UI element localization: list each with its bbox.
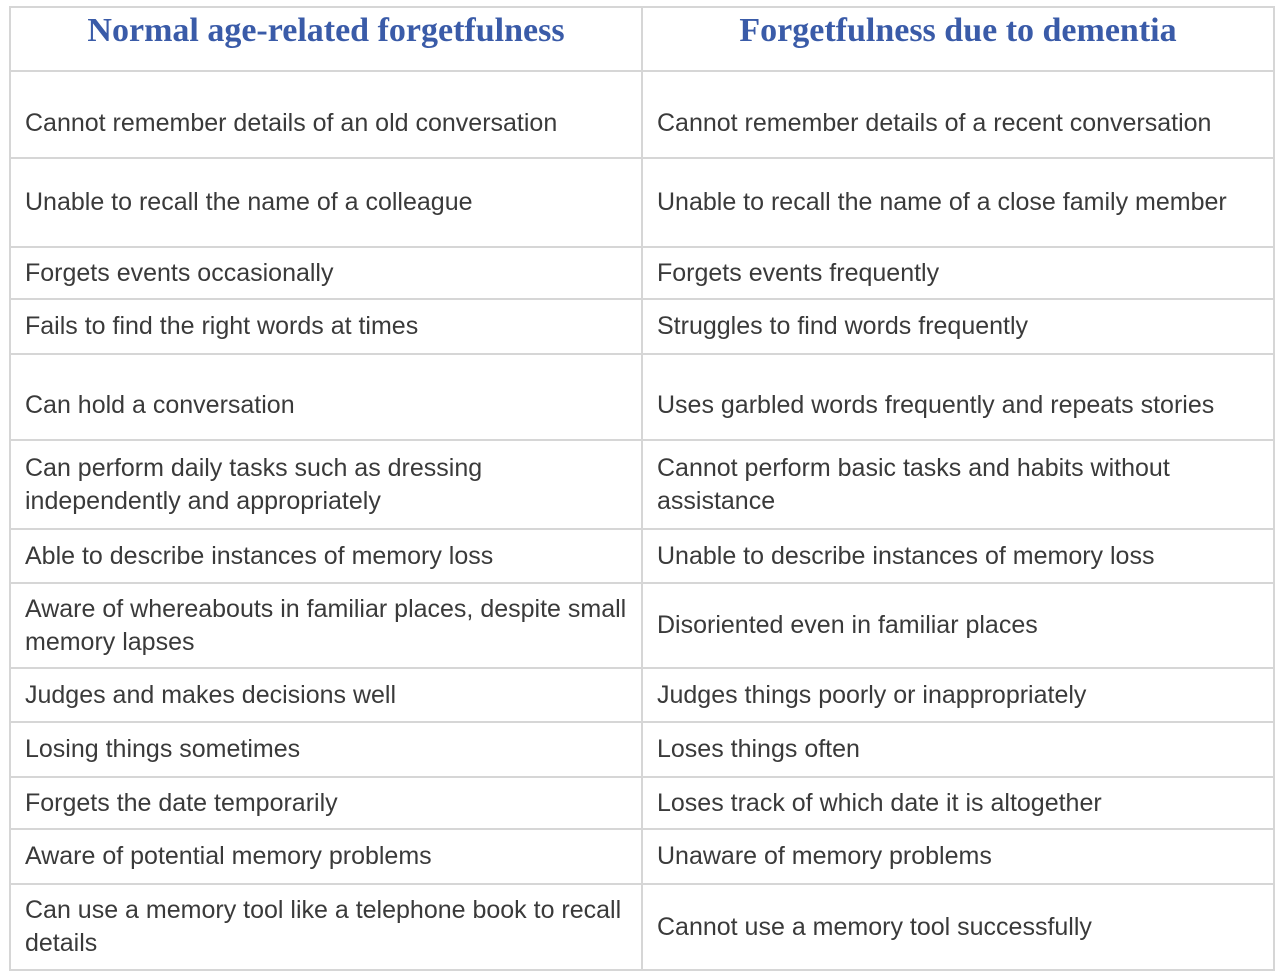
dementia-cell: Unable to recall the name of a close family member — [642, 158, 1274, 247]
normal-cell: Forgets events occasionally — [10, 247, 642, 299]
normal-cell: Can use a memory tool like a telephone book to recall details — [10, 884, 642, 970]
header-row — [10, 7, 1274, 71]
table-row — [10, 529, 1274, 583]
normal-cell: Fails to find the right words at times — [10, 299, 642, 354]
table-row — [10, 247, 1274, 299]
normal-cell: Aware of whereabouts in familiar places, despite small memory lapses — [10, 583, 642, 668]
dementia-cell: Unaware of memory problems — [642, 829, 1274, 884]
dementia-cell: Judges things poorly or inappropriately — [642, 668, 1274, 722]
dementia-cell: Cannot perform basic tasks and habits without assistance — [642, 440, 1274, 529]
dementia-cell: Loses track of which date it is altogether — [642, 777, 1274, 829]
normal-cell: Unable to recall the name of a colleague — [10, 158, 642, 247]
comparison-table — [9, 6, 1275, 971]
normal-cell: Can hold a conversation — [10, 354, 642, 440]
table-row — [10, 440, 1274, 529]
dementia-cell: Cannot remember details of a recent conversation — [642, 71, 1274, 158]
table-row — [10, 354, 1274, 440]
dementia-cell: Forgets events frequently — [642, 247, 1274, 299]
header-dementia-forgetfulness: Forgetfulness due to dementia — [642, 7, 1274, 71]
normal-cell: Forgets the date temporarily — [10, 777, 642, 829]
table-row — [10, 722, 1274, 777]
normal-cell: Judges and makes decisions well — [10, 668, 642, 722]
dementia-cell: Disoriented even in familiar places — [642, 583, 1274, 668]
table-row — [10, 299, 1274, 354]
table-row — [10, 158, 1274, 247]
header-normal-forgetfulness: Normal age-related forgetfulness — [10, 7, 642, 71]
dementia-cell: Struggles to find words frequently — [642, 299, 1274, 354]
normal-cell: Able to describe instances of memory loss — [10, 529, 642, 583]
table-row — [10, 583, 1274, 668]
table-row — [10, 884, 1274, 970]
normal-cell: Can perform daily tasks such as dressing independently and appropriately — [10, 440, 642, 529]
dementia-cell: Loses things often — [642, 722, 1274, 777]
dementia-cell: Uses garbled words frequently and repeats stories — [642, 354, 1274, 440]
normal-cell: Cannot remember details of an old conversation — [10, 71, 642, 158]
dementia-cell: Cannot use a memory tool successfully — [642, 884, 1274, 970]
normal-cell: Aware of potential memory problems — [10, 829, 642, 884]
table-row — [10, 829, 1274, 884]
normal-cell: Losing things sometimes — [10, 722, 642, 777]
table-row — [10, 71, 1274, 158]
table-row — [10, 668, 1274, 722]
table-row — [10, 777, 1274, 829]
dementia-cell: Unable to describe instances of memory loss — [642, 529, 1274, 583]
